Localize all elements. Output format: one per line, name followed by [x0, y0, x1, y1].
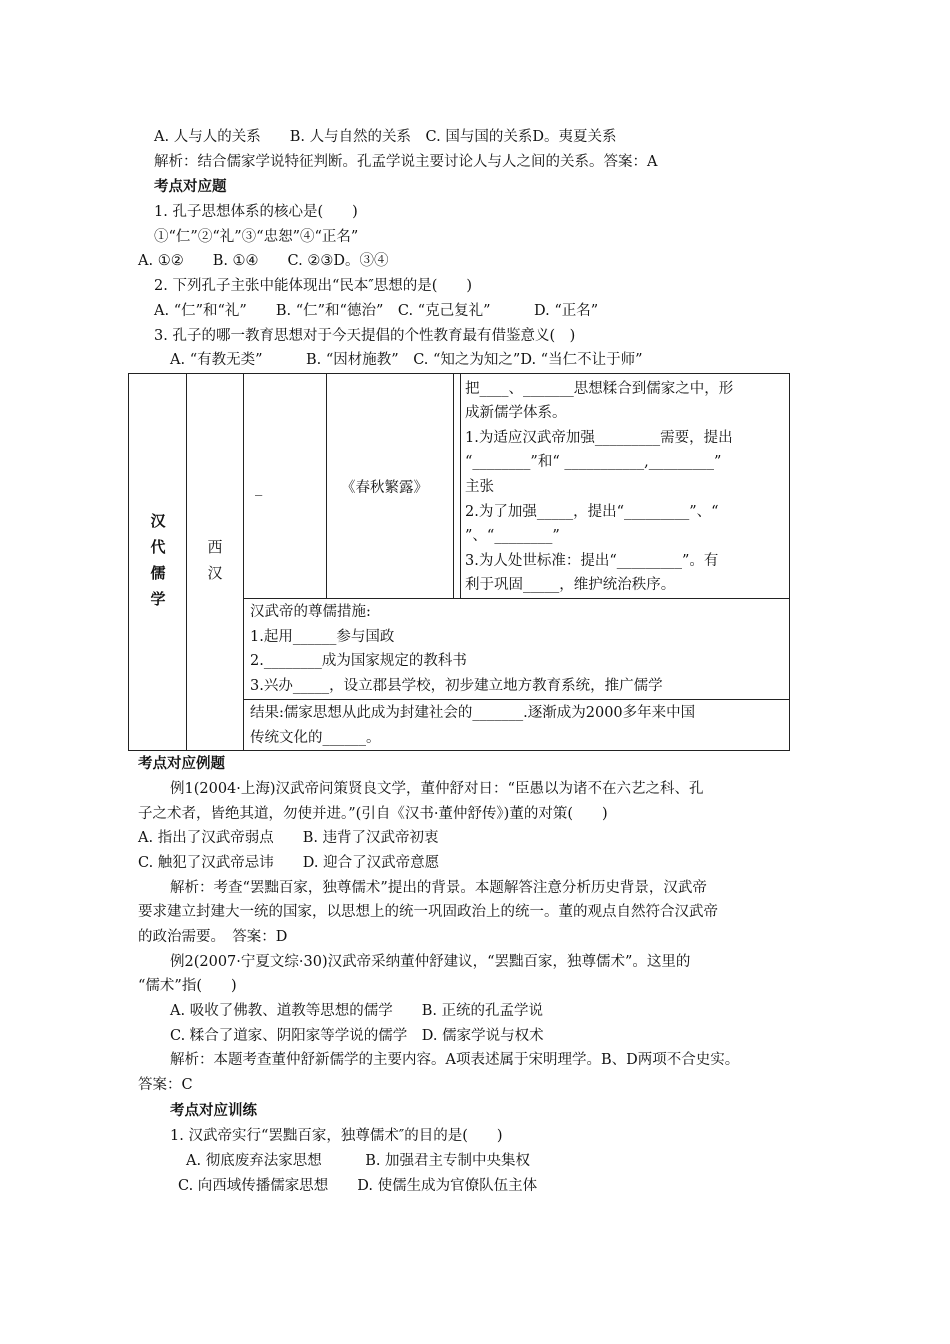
content-line: 成新儒学体系。 [465, 405, 567, 421]
measures-line: 3.兴办_____，设立郡县学校，初步建立地方教育系统，推广儒学 [250, 678, 663, 694]
content-line: 1.为适应汉武帝加强_________需要，提出 [465, 430, 733, 446]
ex1-line: 子之术者，皆绝其道，勿使并进。”(引自《汉书·董仲舒传》)董的对策( ) [138, 806, 608, 822]
ex2-analysis: 答案：C [138, 1077, 193, 1093]
q2-stem: 2. 下列孔子主张中能体现出“民本″思想的是( ) [154, 278, 473, 294]
result-line: 结果:儒家思想从此成为封建社会的_______.逐渐成为2000多年来中国 [250, 705, 696, 721]
ex2-analysis: 解析：本题考查董仲舒新儒学的主要内容。A项表述属于宋明理学。B、D两项不合史实。 [170, 1052, 740, 1068]
content-line: “________”和“ ___________,_________” [465, 454, 722, 470]
question-options: A. 人与人的关系 B. 人与自然的关系 C. 国与国的关系D。夷夏关系 [154, 129, 617, 145]
measures-line: 1.起用______参与国政 [250, 629, 395, 645]
ex1-analysis: 要求建立封建大一统的国家，以思想上的统一巩固政治上的统一。董的观点自然符合汉武帝 [138, 904, 718, 920]
ex2-options: C. 糅合了道家、阴阳家等学说的儒学 D. 儒家学说与权术 [170, 1028, 544, 1044]
measures-line: 汉武帝的尊儒措施: [250, 604, 371, 620]
ex1-analysis: 解析：考查“罢黜百家，独尊儒术”提出的背景。本题解答注意分析历史背景，汉武帝 [170, 880, 707, 896]
section-heading-examples: 考点对应例题 [138, 756, 225, 772]
ex2-line: “儒术”指( ) [138, 978, 237, 994]
q3-stem: 3. 孔子的哪一教育思想对于今天提倡的个性教育最有借鉴意义( ) [154, 328, 576, 344]
q1-options: A. ①② B. ①④ C. ②③D。③④ [138, 253, 389, 269]
ex1-options: A. 指出了汉武帝弱点 B. 违背了汉武帝初衷 [138, 830, 439, 846]
t1-options: A. 彻底废弃法家思想 B. 加强君主专制中央集权 [186, 1153, 531, 1169]
ex1-options: C. 触犯了汉武帝忌讳 D. 迎合了汉武帝意愿 [138, 855, 440, 871]
content-line: 3.为人处世标准：提出“_________”。有 [465, 553, 719, 569]
t1-stem: 1. 汉武帝实行“罢黜百家，独尊儒术″的目的是( ) [170, 1128, 503, 1144]
t1-options: C. 向西域传播儒家思想 D. 使儒生成为官僚队伍主体 [178, 1178, 538, 1194]
q1-items: ①“仁”②“礼”③“忠恕”④“正名” [154, 229, 359, 245]
section-heading-training: 考点对应训练 [170, 1103, 257, 1119]
han-confucianism-table [128, 373, 790, 751]
content-line: ”、“________” [465, 528, 560, 544]
q3-options: A. “有教无类” B. “因材施教” C. “知之为知之”D. “当仁不让于师” [170, 352, 643, 368]
ex1-analysis: 的政治需要。 答案：D [138, 929, 288, 945]
measures-line: 2.________成为国家规定的教科书 [250, 653, 467, 669]
ex1-line: 例1(2004·上海)汉武帝问策贤良文学，董仲舒对日：“臣愚以为诸不在六艺之科、孔 [170, 781, 704, 797]
representative-blank: _ [255, 480, 263, 496]
content-line: 2.为了加强_____，提出“_________”、“ [465, 504, 719, 520]
content-line: 利于巩固_____，维护统治秩序。 [465, 577, 676, 593]
q2-options: A. “仁”和“礼” B. “仁”和“德治” C. “克己复礼” D. “正名” [154, 303, 599, 319]
question-analysis: 解析：结合儒家学说特征判断。孔孟学说主要讨论人与人之间的关系。答案：A [154, 154, 658, 170]
content-line: 把____、_______思想糅合到儒家之中，形 [465, 381, 734, 397]
content-line: 主张 [465, 479, 494, 495]
section-heading-practice: 考点对应题 [154, 179, 227, 195]
result-line: 传统文化的______。 [250, 730, 381, 746]
period-label: 汉代儒学 [150, 512, 166, 608]
q1-stem: 1. 孔子思想体系的核心是( ) [154, 204, 358, 220]
ex2-line: 例2(2007·宁夏文综·30)汉武帝采纳董仲舒建议，“罢黜百家，独尊儒术”。这里的 [170, 954, 691, 970]
work-title: 《春秋繁露》 [341, 480, 428, 496]
dynasty-label: 西汉 [207, 538, 223, 582]
ex2-options: A. 吸收了佛教、道教等思想的儒学 B. 正统的孔孟学说 [170, 1003, 544, 1019]
